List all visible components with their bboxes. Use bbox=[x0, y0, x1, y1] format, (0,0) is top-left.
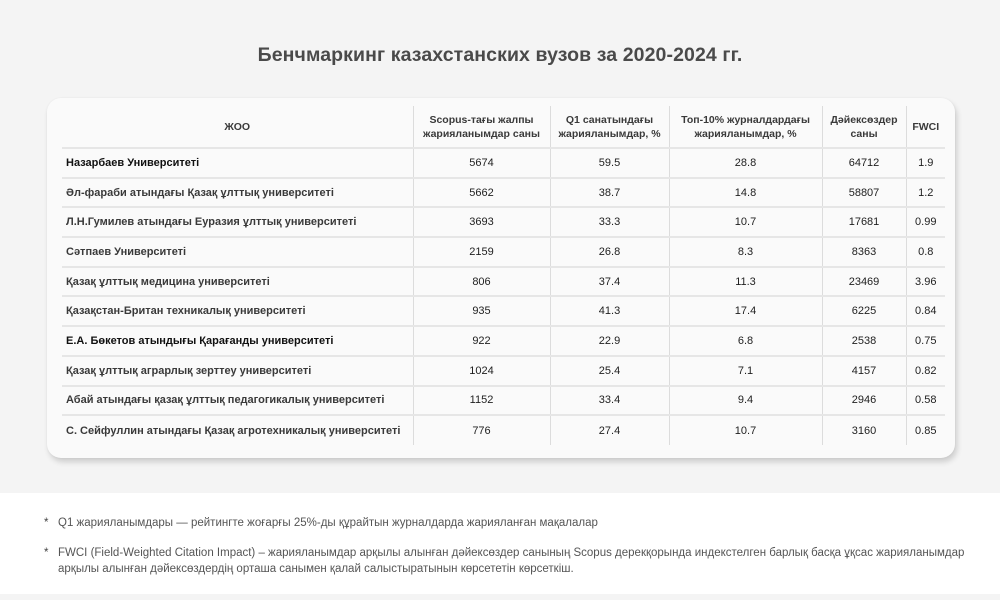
footnote-text: FWCI (Field-Weighted Citation Impact) – жарияланымдар арқылы алынған дәйексөздер санының Scopus дерекқорында индекстелген барлық басқа ұқсас жарияланымдар арқылы алынған дәйексөздердің орташа санымен қалай салыстыратынын көрсететін көрсеткіш. bbox=[58, 547, 965, 575]
scopus-publications: 1024 bbox=[413, 356, 550, 386]
fwci: 1.2 bbox=[906, 178, 945, 208]
university-name: Назарбаев Университеті bbox=[62, 148, 413, 178]
university-name: Е.А. Бөкетов атындығы Қарағанды университеті bbox=[62, 326, 413, 356]
top10-percent: 9.4 bbox=[669, 386, 822, 416]
table-row bbox=[62, 237, 945, 267]
scopus-publications: 5674 bbox=[413, 148, 550, 178]
table-row bbox=[62, 296, 945, 326]
citations: 3160 bbox=[822, 415, 906, 445]
scopus-publications: 5662 bbox=[413, 178, 550, 208]
university-name: Сәтпаев Университеті bbox=[62, 237, 413, 267]
table-row bbox=[62, 415, 945, 445]
top10-percent: 17.4 bbox=[669, 296, 822, 326]
fwci: 0.58 bbox=[906, 386, 945, 416]
top10-percent: 8.3 bbox=[669, 237, 822, 267]
footnote-q1 bbox=[44, 515, 978, 531]
fwci: 0.8 bbox=[906, 237, 945, 267]
q1-percent: 38.7 bbox=[550, 178, 669, 208]
scopus-publications: 3693 bbox=[413, 207, 550, 237]
header-university: ЖОО bbox=[62, 106, 413, 148]
citations: 4157 bbox=[822, 356, 906, 386]
citations: 64712 bbox=[822, 148, 906, 178]
asterisk-marker: * bbox=[44, 517, 49, 529]
citations: 2538 bbox=[822, 326, 906, 356]
table-header-row bbox=[62, 106, 945, 148]
university-name: Л.Н.Гумилев атындағы Еуразия ұлттық университеті bbox=[62, 207, 413, 237]
top10-percent: 28.8 bbox=[669, 148, 822, 178]
scopus-publications: 935 bbox=[413, 296, 550, 326]
footnote-fwci bbox=[44, 545, 978, 577]
fwci: 3.96 bbox=[906, 267, 945, 297]
q1-percent: 41.3 bbox=[550, 296, 669, 326]
university-name: Қазақ ұлттық аграрлық зерттеу университеті bbox=[62, 356, 413, 386]
benchmark-table-card bbox=[47, 98, 955, 458]
header-q1-percent: Q1 санатындағы жарияланымдар, % bbox=[550, 106, 669, 148]
table-row bbox=[62, 178, 945, 208]
header-top10-percent: Топ-10% журналдардағы жарияланымдар, % bbox=[669, 106, 822, 148]
citations: 2946 bbox=[822, 386, 906, 416]
university-name: Қазақстан-Британ техникалық университеті bbox=[62, 296, 413, 326]
fwci: 1.9 bbox=[906, 148, 945, 178]
citations: 17681 bbox=[822, 207, 906, 237]
header-fwci: FWCI bbox=[906, 106, 945, 148]
university-name: Қазақ ұлттық медицина университеті bbox=[62, 267, 413, 297]
scopus-publications: 2159 bbox=[413, 237, 550, 267]
table-row bbox=[62, 148, 945, 178]
top10-percent: 14.8 bbox=[669, 178, 822, 208]
scopus-publications: 776 bbox=[413, 415, 550, 445]
citations: 6225 bbox=[822, 296, 906, 326]
q1-percent: 22.9 bbox=[550, 326, 669, 356]
q1-percent: 59.5 bbox=[550, 148, 669, 178]
scopus-publications: 922 bbox=[413, 326, 550, 356]
q1-percent: 27.4 bbox=[550, 415, 669, 445]
fwci: 0.84 bbox=[906, 296, 945, 326]
fwci: 0.99 bbox=[906, 207, 945, 237]
table-row bbox=[62, 267, 945, 297]
table-row bbox=[62, 356, 945, 386]
table-row bbox=[62, 326, 945, 356]
fwci: 0.75 bbox=[906, 326, 945, 356]
table-row bbox=[62, 207, 945, 237]
citations: 58807 bbox=[822, 178, 906, 208]
q1-percent: 25.4 bbox=[550, 356, 669, 386]
header-scopus-publications: Scopus-тағы жалпы жарияланымдар саны bbox=[413, 106, 550, 148]
table-row bbox=[62, 386, 945, 416]
citations: 23469 bbox=[822, 267, 906, 297]
footnote-text: Q1 жарияланымдары — рейтингте жоғарғы 25%-ды құрайтын журналдарда жарияланған мақалалар bbox=[58, 517, 598, 529]
citations: 8363 bbox=[822, 237, 906, 267]
top10-percent: 6.8 bbox=[669, 326, 822, 356]
top10-percent: 7.1 bbox=[669, 356, 822, 386]
q1-percent: 33.3 bbox=[550, 207, 669, 237]
fwci: 0.85 bbox=[915, 424, 937, 437]
q1-percent: 26.8 bbox=[550, 237, 669, 267]
header-citations: Дәйексөздер саны bbox=[822, 106, 906, 148]
fwci: 0.82 bbox=[906, 356, 945, 386]
q1-percent: 33.4 bbox=[550, 386, 669, 416]
benchmark-table bbox=[62, 106, 945, 445]
q1-percent: 37.4 bbox=[550, 267, 669, 297]
university-name: Әл-фараби атындағы Қазақ ұлттық университеті bbox=[62, 178, 413, 208]
scopus-publications: 1152 bbox=[413, 386, 550, 416]
university-name: Абай атындағы қазақ ұлттық педагогикалық университеті bbox=[62, 386, 413, 416]
top10-percent: 10.7 bbox=[669, 207, 822, 237]
university-name: С. Сейфуллин атындағы Қазақ агротехникалық университеті bbox=[62, 415, 413, 445]
scopus-publications: 806 bbox=[413, 267, 550, 297]
asterisk-marker: * bbox=[44, 547, 49, 559]
footnotes-section bbox=[0, 493, 1000, 594]
top10-percent: 10.7 bbox=[669, 415, 822, 445]
page-title: Бенчмаркинг казахстанских вузов за 2020-2024 гг. bbox=[257, 44, 743, 66]
top10-percent: 11.3 bbox=[669, 267, 822, 297]
